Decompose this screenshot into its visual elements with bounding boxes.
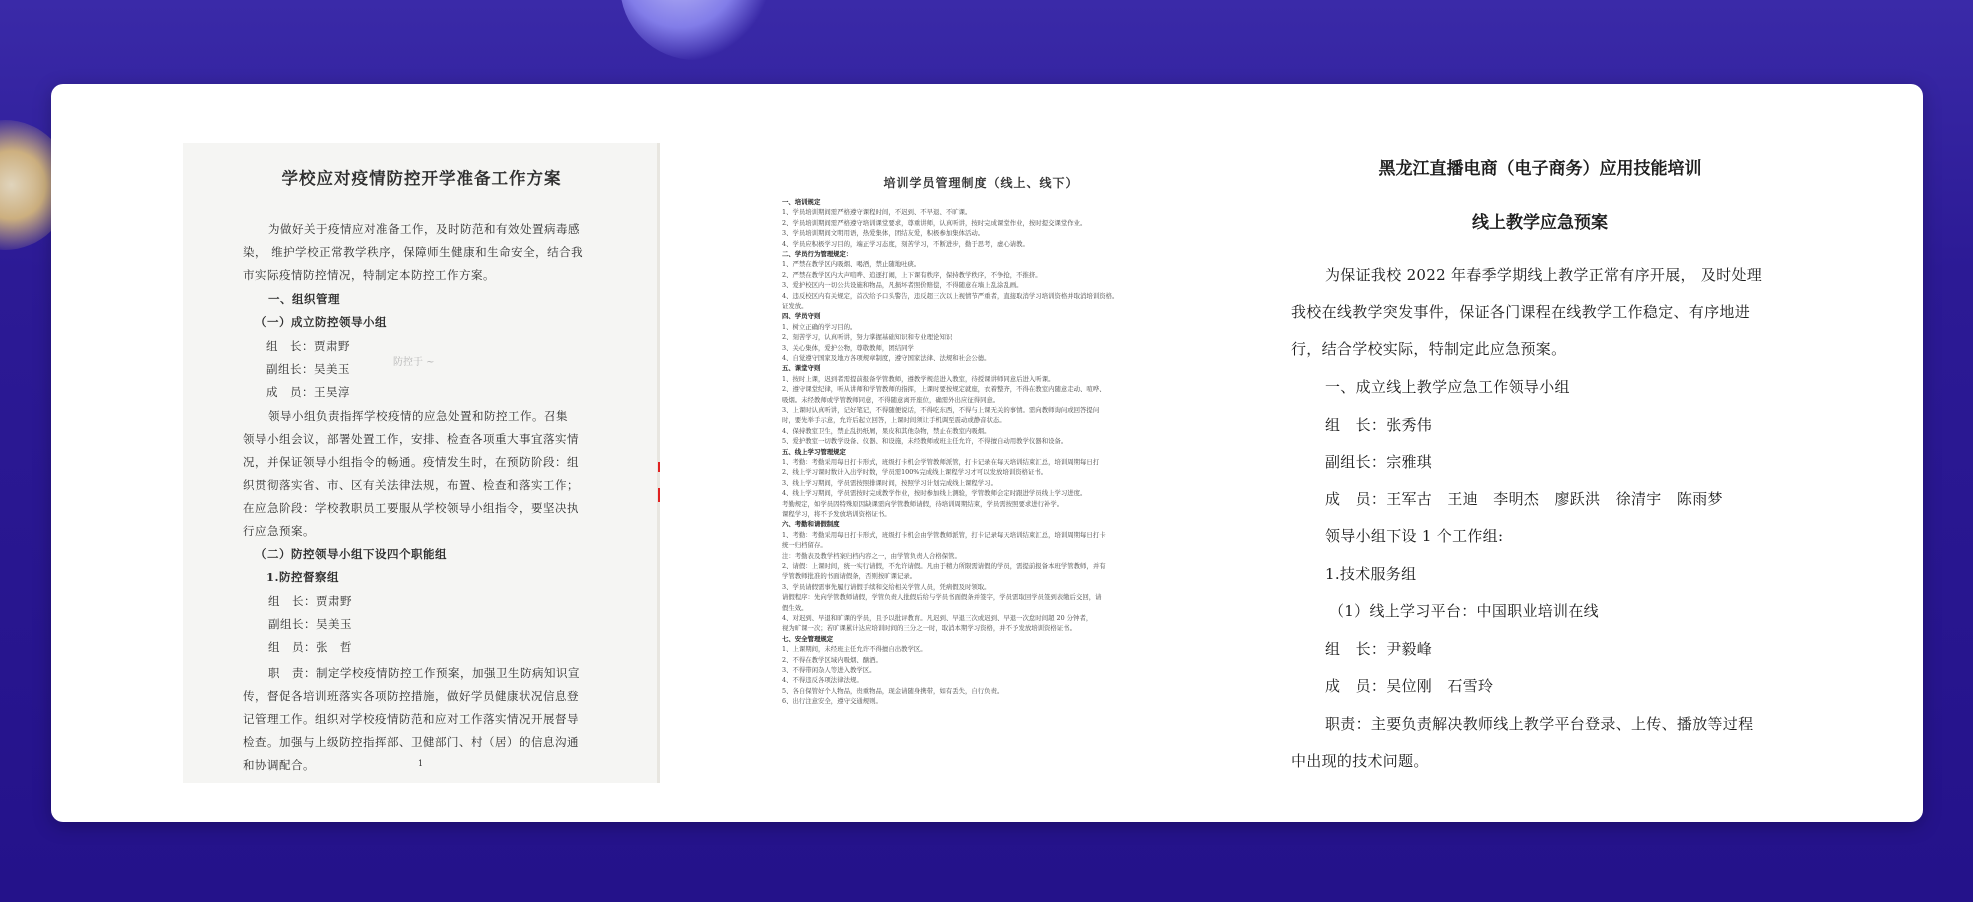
doc1-body-line: 领导小组会议，部署处置工作，安排、检查各项重大事宜落实情 [243,432,579,446]
doc2-text-line: 4、对迟到、早退和旷课的学员，且予以批评教育。凡迟到、早退三次或迟到、早退一次怠时间超 20 分钟者， [782,614,1093,622]
doc2-text-line: 2、请假：上课时间，统一实行请假，不允许请假。凡由于精力所限需请假的学员，需提前报备本班学管教师，并有 [782,562,1106,570]
doc1-duty-line: 和协调配合。 [243,758,315,772]
doc2-text-line: 统一归档留存。 [782,541,827,550]
doc3-platform: （1）线上学习平台：中国职业培训在线 [1329,602,1599,620]
doc1-member-line: 组 长：贾肃野 [266,339,350,353]
doc1-member-line: 成 员：王昊淳 [266,385,350,399]
doc2-text-line: 2、遵守课堂纪律，听从讲师和学管教师的指挥，上课时要按规定就座，衣着整齐，不得在教室内随意走动、喧哗、 [782,385,1106,394]
doc2-section-heading: 一、培训规定 [782,198,821,206]
doc1-intro-line: 染， 维护学校正常教学秩序，保障师生健康和生命安全，结合我 [243,245,584,259]
doc2-text-line: 2、刻苦学习，认真听讲，努力掌握基础知识和专业理论知识 [782,333,953,342]
doc2-section-heading: 四、学员守则 [782,312,821,321]
doc2-text-line: 1、按时上课，迟到者需提前报备学管教师，遵教学规范进入教室，待授课讲师同意后进入听课。 [782,374,1055,383]
doc1-title: 学校应对疫情防控开学准备工作方案 [281,169,562,188]
doc2-section-heading: 六、考勤和请假制度 [782,520,840,529]
doc2-text-line: 3、不得带闲杂人等进入教学区。 [782,666,876,674]
doc3-para-line: 为保证我校 2022 年春季学期线上教学正常有序开展， 及时处理 [1325,266,1763,284]
doc2-text-line: 1、考勤：考勤采用每日打卡形式，班级打卡机会学管教师派管，打卡记录在每天培训结束汇总，培训周期每日打 [782,458,1100,466]
doc2-text-line: 1、严禁在教学区内吸烟、喝酒，禁止随地吐痰。 [782,260,921,269]
doc1-body-line: 领导小组负责指挥学校疫情的应急处置和防控工作。召集 [268,409,568,423]
doc2-text-line: 1、考勤：考勤采用每日打卡形式，班级打卡机会由学管教师派管，打卡记录每天培训结束汇总，培训周期每日打卡 [782,530,1106,539]
doc2-section-heading: 五、课堂守则 [782,364,821,373]
doc1-page-number: 1 [418,759,424,768]
doc3-group-leader: 组 长：尹毅峰 [1325,640,1433,658]
doc2-section-heading: 二、学员行为管理规定： [782,250,853,258]
doc2-text-line: 学管教师批准的书面请假条，否则按旷课记录。 [782,572,917,581]
doc2-section-heading: 五、线上学习管理规定 [782,447,846,456]
doc1-sub-heading: （二）防控领导小组下设四个职能组 [255,547,447,561]
doc3-duty-line: 中出现的技术问题。 [1291,752,1429,770]
doc3-subtitle: 线上教学应急预案 [1472,213,1608,233]
doc2-text-line: 考勤规定，如学员因特殊原因缺课需向学管教师请假，待培训周期结束，学员需按照要求进行补学。 [782,499,1064,508]
red-binding-mark [658,462,660,472]
doc2-text-line: 6、出行注意安全，遵守交通规则。 [782,697,882,706]
doc2-text-line: 课程学习，将不予发放培训资格证书。 [782,510,891,518]
doc2-text-line: 2、线上学习课时数计入出学时数，学员需100%完成线上课程学习才可以发放培训资格证书。 [782,468,1048,477]
doc2-text-line: 4、学员应积极学习目的，端正学习态度，刻苦学习，不断进步，勤于思考，虚心请教。 [782,239,1029,248]
doc2-text-line: 证发放。 [782,302,808,310]
doc3-section-heading: 一、成立线上教学应急工作领导小组 [1325,378,1570,396]
doc1-body-line: 织贯彻落实省、市、区有关法律法规，布置、检查和落实工作； [243,478,579,492]
doc2-text-line: 5、各自保管好个人物品，贵重物品，现金请随身携带，如有丢失，自行负责。 [782,686,1004,695]
doc3-para-line: 我校在线教学突发事件，保证各门课程在线教学工作稳定、有序地进 [1291,303,1751,321]
doc3-leader: 组 长：张秀伟 [1325,416,1433,434]
doc3-vice-leader: 副组长：宗雅琪 [1325,453,1433,471]
doc2-text-line: 1、树立正确的学习目的。 [782,322,857,331]
doc1-duty-line: 记管理工作。组织对学校疫情防范和应对工作落实情况开展督导 [243,712,579,726]
doc1-member-line: 组 员：张 哲 [268,640,352,654]
doc1-member-line: 副组长：吴美玉 [266,362,350,376]
doc1-body-line: 行应急预案。 [243,524,315,538]
doc2-text-line: 3、学员培训期间文明用语，热爱集体，团结友爱，积极参加集体活动。 [782,229,985,238]
doc2-text-line: 5、爱护教室一切教学设备、仪器、和设施，未经教师或班主任允许，不得擅自动用教学仪器和设备。 [782,437,1068,446]
document-scan-epidemic-plan [183,143,660,783]
doc1-faded-stamp: 防控于 ~ [393,357,435,368]
doc3-title: 黑龙江直播电商（电子商务）应用技能培训 [1378,159,1702,179]
doc2-text-line: 4、保持教室卫生，禁止乱扔纸屑，果皮和其他杂物，禁止在教室内吸烟。 [782,426,991,435]
doc2-text-line: 2、学员培训期间需严格遵守培训课堂要求，尊重讲师，认真听讲，按时完成课堂作业，按时提交课堂作业。 [782,218,1087,227]
doc1-section-heading: 一、组织管理 [268,292,340,306]
doc1-duty-line: 检查。加强与上级防控指挥部、卫健部门、村（居）的信息沟通 [243,735,579,749]
doc2-text-line: 3、关心集体，爱护公物，尊敬教师，团结同学 [782,343,914,352]
doc2-title: 培训学员管理制度（线上、线下） [883,176,1079,190]
doc2-text-line: 注：考勤表及教学档案归档内容之一，由学管负责人合格保管。 [782,551,961,560]
doc1-member-line: 组 长：贾肃野 [268,594,352,608]
doc2-text-line: 4、违反校区内有关规定，首次给予口头警告，违反超三次以上视情节严重者，直接取消学习培训资格并取消培训资格。 [782,291,1119,300]
doc1-sub-heading: （一）成立防控领导小组 [255,315,387,329]
doc1-member-line: 副组长：吴美玉 [268,617,352,631]
doc2-text-line: 3、爱护校区内一切公共设施和物品，凡损坏者照价赔偿，不得随意在墙上乱涂乱画。 [782,281,1023,290]
doc1-duty-line: 职 责：制定学校疫情防控工作预案，加强卫生防病知识宣 [268,666,580,680]
doc2-text-line: 3、学员请假需事先履行请假手续和交给相关学管人员，凭病假及时领取。 [782,582,991,591]
doc1-body-line: 在应急阶段：学校教职员工要服从学校领导小组指令，要坚决执 [243,501,579,515]
doc2-text-line: 视为旷课一次；若旷课累计达应培训时间的三分之一时，取消本期学习资格，并不予发放培训资格证书。 [782,624,1076,633]
doc1-duty-line: 传，督促各培训班落实各项防控措施，做好学员健康状况信息登 [243,689,579,703]
document-emergency-plan [1285,140,1805,780]
red-binding-mark [658,488,660,502]
doc3-duty-line: 职责：主要负责解决教师线上教学平台登录、上传、播放等过程 [1325,715,1754,733]
background-glow [620,0,770,60]
doc2-text-line: 4、不得违反各项法律法规。 [782,676,863,685]
doc2-text-line: 假生效。 [782,603,808,612]
doc2-text-line: 请假程序：先向学管教师请假，学管负责人批假后给与学员书面假条并签字，学员需取回学员签到表缴后交回，请 [782,593,1102,602]
doc3-group-members: 成 员：吴位刚 石雪玲 [1325,677,1494,695]
doc2-text-line: 1、上课期间，未经班主任允许不得擅自出教学区。 [782,645,927,654]
doc2-text-line: 3、上课时认真听讲，记好笔记，不得随便说话，不得吃东西，不得与上课无关的事情。需向教师询问或回答提问 [782,406,1100,414]
document-trainee-rules [778,170,1184,760]
doc2-text-line: 时，要先举手示意，允许后起立回答，上课时间须让手机调至震动或静音状态。 [782,416,1006,425]
doc1-intro-line: 为做好关于疫情应对准备工作，及时防范和有效处置病毒感 [268,222,580,236]
doc1-intro-line: 市实际疫情防控情况，特制定本防控工作方案。 [243,268,495,282]
doc2-text-line: 2、严禁在教学区内大声喧哗、追逐打闹，上下课有秩序，保持教学秩序，不争抢，不推挤。 [782,270,1042,279]
doc3-para-line: 行，结合学校实际，特制定此应急预案。 [1291,340,1567,358]
doc3-group-heading: 1.技术服务组 [1325,565,1417,583]
doc2-text-line: 3、线上学习期间，学员需按照排课时间，按照学习计划完成线上课程学习。 [782,478,997,487]
doc3-members: 成 员：王军古 王迪 李明杰 廖跃洪 徐清宇 陈雨梦 [1325,490,1723,508]
doc1-body-line: 况，并保证领导小组指令的畅通。疫情发生时，在预防阶段：组 [243,455,579,469]
doc2-text-line: 吸烟。未经教师或学管教师同意，不得随意离开座位，确需外出应征得同意。 [782,395,1000,404]
doc2-text-line: 2、不得在教学区域内吸烟、酗酒。 [782,655,882,664]
doc3-subgroup-note: 领导小组下设 1 个工作组: [1325,527,1504,545]
doc2-text-line: 4、自觉遵守国家及地方各项规章制度，遵守国家法律、法规和社会公德。 [782,354,991,362]
doc1-group-heading: 1.防控督察组 [266,570,340,584]
doc2-text-line: 4、线上学习期间，学员需按时完成教学作业，按时参加线上测验，学管教师会定时跟进学员线上学习进度。 [782,489,1087,498]
doc2-text-line: 1、学员培训期间需严格遵守课程时间，不迟到、不早退、不旷课。 [782,208,972,217]
doc2-section-heading: 七、安全管理规定 [782,634,834,643]
